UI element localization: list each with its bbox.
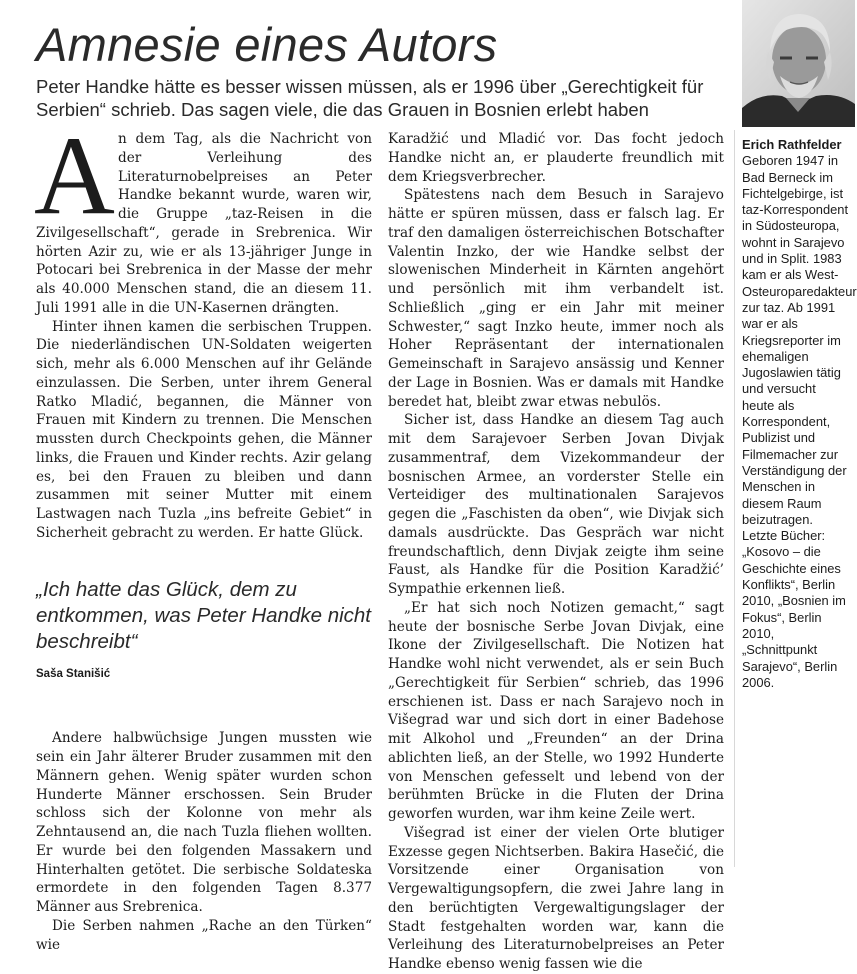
paragraph-text: n dem Tag, als die Nachricht von der Verleihung des Literaturnobelpreises an Peter Handke bekannt wurde, waren wir, die Gruppe „taz-Reisen in die Zivilgesellschaft“, gerade in Srebrenica. Wir hörten Azir zu, wie er als 13-jähriger Junge in Potocari bei Srebrenica in der Masse der mehr als 40.000 Menschen stand, die an diesem 11. Juli 1991 alle in die UN-Kasernen drängten. bbox=[36, 131, 372, 316]
pull-quote-text: „Ich hatte das Glück, dem zu entkommen, was Peter Handke nicht beschreibt“ bbox=[36, 577, 371, 653]
pull-quote bbox=[36, 577, 372, 684]
drop-cap: A bbox=[34, 114, 115, 238]
column-divider bbox=[734, 130, 735, 867]
article-paragraph: Andere halbwüchsige Jungen mussten wie sein ein Jahr älterer Bruder zusammen mit den Männern gehen. Wenig später wurden schon Hunderte Männer erschossen. Sein Bruder schloss sich der Kolonne von mehr als Zehntausend an, die nach Tuzla fliehen wollten. Er wurde bei den folgenden Massakern und Hinterhalten getötet. Die serbische Soldateska ermordete in den folgenden Tagen 8.377 Männer aus Srebrenica. bbox=[36, 730, 372, 915]
author-name: Erich Rathfelder bbox=[742, 137, 842, 152]
article-paragraph: „Er hat sich noch Notizen gemacht,“ sagt heute der bosnische Serbe Jovan Divjak, eine Ikone der Zivilgesellschaft. Die Notizen hat Handke wohl nicht verwendet, als er sein Buch „Gerechtigkeit für Serbien“ schrieb, das 1996 erschienen ist. Dass er nach Sarajevo noch in Višegrad war und sich dort in einer Badehose mit Alkohol und „Freunden“ an der Drina ablichten ließ, an der Stelle, wo 1992 Hunderte von Menschen gefesselt und lebend von der berühmten Brücke in die Fluten der Drina geworfen wurden, war ihm keine Zeile wert. bbox=[388, 599, 724, 822]
article-paragraph: Karadžić und Mladić vor. Das focht jedoch Handke nicht an, er plauderte freundlich mit dem Kriegsverbrecher. bbox=[388, 131, 724, 185]
author-photo bbox=[742, 0, 855, 127]
spacer bbox=[36, 683, 372, 729]
article-column-1 bbox=[34, 114, 372, 953]
article-headline: Amnesie eines Autors bbox=[36, 18, 498, 71]
pull-quote-author: Saša Stanišić bbox=[36, 667, 111, 680]
article-paragraph: Hinter ihnen kamen die serbischen Truppen. Die niederländischen UN-Soldaten weigerten sich, mehr als 6.000 Menschen auf ihr Gelände einzulassen. Die Serben, unter ihrem General Ratko Mladić, begannen, die Männer von Frauen mit Kindern zu trennen. Die Menschen mussten durch Checkpoints gehen, die Männer links, die Frauen und Kinder rechts. Azir gelang es, bei den Frauen zu bleiben und dann zusammen mit seiner Mutter mit einem Lastwagen nach Tuzla „ins befreite Gebiet“ in Sicherheit gebracht zu werden. Er hatte Glück. bbox=[36, 318, 372, 541]
author-bio: Geboren 1947 in Bad Berneck im Fichtelgebirge, ist taz-Korrespondent in Südosteuropa, wohnt in Sarajevo und in Split. 1983 kam er als West-Osteuroparedakteur zur taz. Ab 1991 war er als Kriegsreporter im ehemaligen Jugoslawien tätig und versucht heute als Korrespondent, Publizist und Filmemacher zur Verständigung der Menschen in diesem Raum beizutragen. Letzte Bücher: „Kosovo – die Geschichte eines Konflikts“, Berlin 2010, „Bosnien im Fokus“, Berlin 2010, „Schnittpunkt Sarajevo“, Berlin 2006. bbox=[742, 153, 857, 690]
article-paragraph: Die Serben nahmen „Rache an den Türken“ wie bbox=[36, 917, 372, 953]
article-paragraph: Sicher ist, dass Handke an diesem Tag auch mit dem Sarajevoer Serben Jovan Divjak zusammentraf, dem Vizekommandeur der bosnischen Armee, an vorderster Stelle ein Verteidiger des multinationalen Sarajevos gegen die „Faschisten da oben“, wie Divjak sich damals ausdrückte. Das Gespräch war nicht freundschaftlich, denn Divjak zeigte ihm seine Faust, als Handke für die Position Karadžić’ Sympathie erkennen ließ. bbox=[388, 412, 724, 597]
author-bio-box bbox=[742, 137, 857, 691]
article-paragraph bbox=[34, 114, 372, 318]
article-paragraph: Spätestens nach dem Besuch in Sarajevo hätte er spüren müssen, dass er falsch lag. Er traf den damaligen österreichischen Botschafter Valentin Inzko, der wie Handke selbst der slowenischen Minderheit in Kärnten angehört und persönlich mit ihm verbandelt ist. Schließlich „ging er ein Jahr mit meiner Schwester,“ sagt Inzko heute, immer noch als Hoher Repräsentant der internationalen Gemeinschaft in Sarajevo ansässig und Kenner der Lage in Bosnien. Was er damals mit Handke beredet hat, bleibt zwar etwas nebulös. bbox=[388, 187, 724, 410]
author-portrait-image bbox=[742, 0, 855, 127]
article-paragraph: Višegrad ist einer der vielen Orte blutiger Exzesse gegen Nichtserben. Bakira Hasečić, die Vorsitzende einer Organisation von Vergewaltigungsopfern, die zwei Jahre lang in den berüchtigten Vergewaltigungslager der Stadt festgehalten worden war, kann die Verleihung des Literaturnobelpreises an Peter Handke ebenso wenig fassen wie die bbox=[388, 824, 724, 972]
article-column-2 bbox=[388, 130, 724, 972]
article-subhead: Peter Handke hätte es besser wissen müssen, als er 1996 über „Gerechtigkeit für Serbien“ schrieb. Das sagen viele, die das Grauen in Bosnien erlebt haben bbox=[36, 76, 704, 120]
